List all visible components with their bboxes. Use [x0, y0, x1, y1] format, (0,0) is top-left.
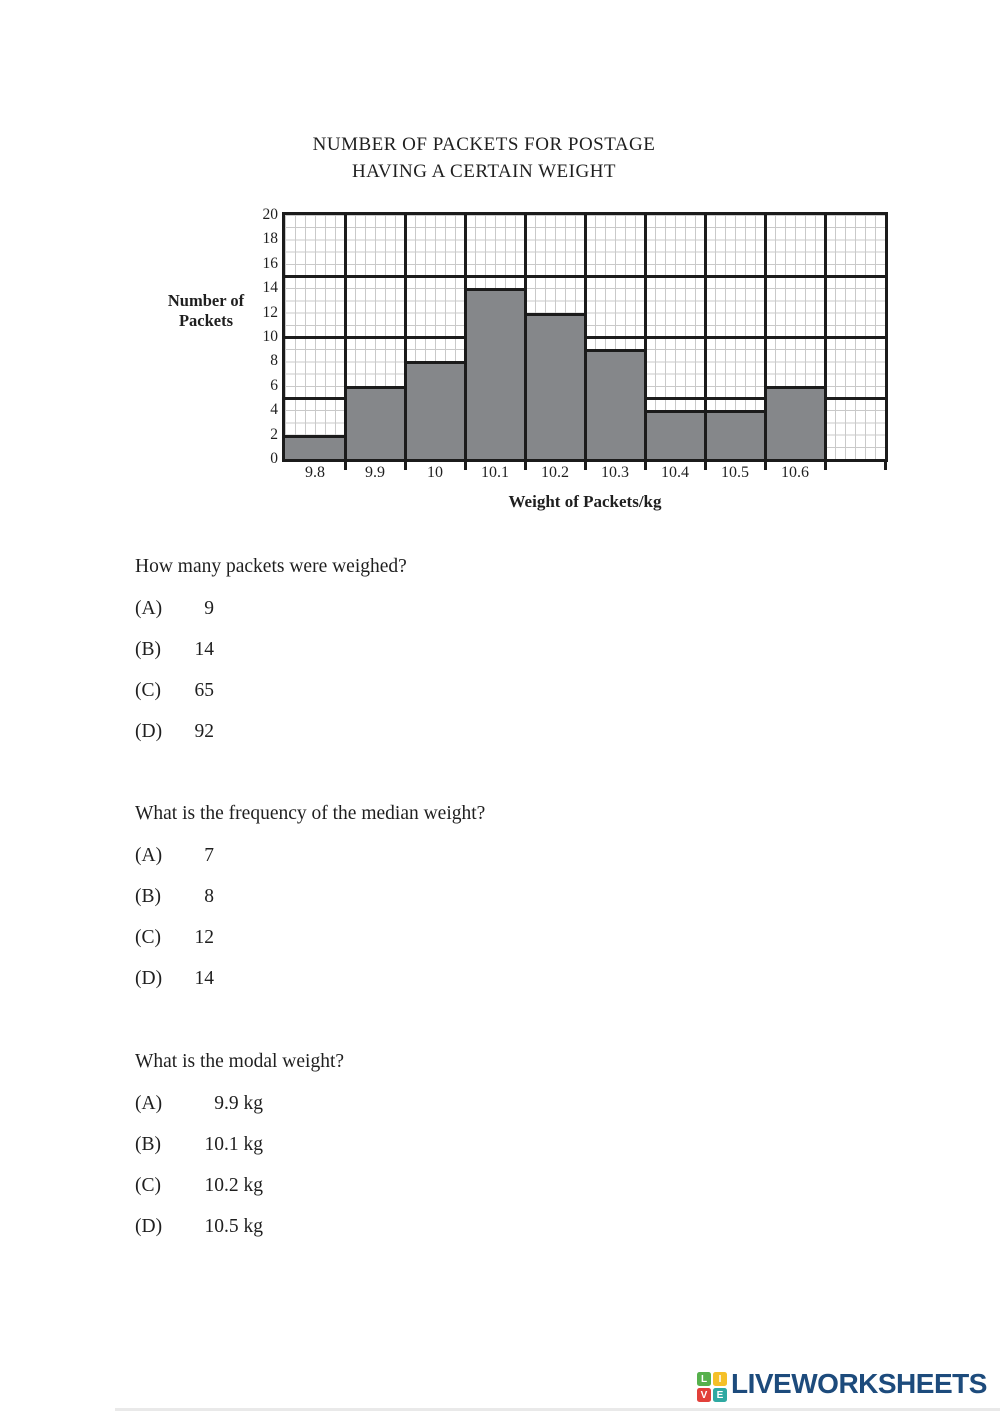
histogram-plot [282, 212, 888, 462]
option-letter: (D) [135, 721, 163, 742]
grid-major-vline [344, 215, 347, 459]
x-tick-label: 10.5 [721, 464, 749, 481]
option-letter: (C) [135, 1175, 161, 1196]
grid-major-vline [584, 215, 587, 459]
option-letter: (A) [135, 598, 163, 619]
option-value: 14 [194, 968, 214, 989]
logo-tile-e: E [713, 1388, 727, 1402]
bar-10.3 [585, 349, 645, 459]
logo-tile-i: I [713, 1372, 727, 1386]
question-1 [135, 556, 735, 756]
y-tick-label: 6 [270, 376, 278, 394]
option-letter: (A) [135, 1093, 163, 1114]
y-tick-label: 8 [270, 352, 278, 370]
y-tick-label: 20 [262, 206, 278, 223]
x-tick-mark [464, 462, 467, 470]
bar-10.2 [525, 313, 585, 459]
grid-major-vline [464, 215, 467, 459]
bar-10.4 [645, 410, 705, 459]
option-row-c[interactable] [135, 1175, 263, 1201]
liveworksheets-icon [697, 1372, 727, 1402]
option-row-b[interactable] [135, 639, 214, 665]
option-value: 10.5 kg [204, 1216, 263, 1237]
y-axis-title-line1: Number of [167, 291, 245, 310]
logo-tile-v: V [697, 1388, 711, 1402]
option-value: 8 [204, 886, 214, 907]
chart-title [234, 131, 734, 185]
option-letter: (C) [135, 927, 161, 948]
bar-10.6 [765, 386, 825, 459]
x-tick-label: 9.8 [305, 464, 325, 481]
option-value: 12 [194, 927, 214, 948]
question-3 [135, 1051, 735, 1251]
y-tick-label: 14 [262, 279, 278, 297]
x-tick-label: 10.6 [781, 464, 809, 481]
option-row-d[interactable] [135, 968, 214, 994]
x-tick-mark [404, 462, 407, 470]
question-text: How many packets were weighed? [135, 556, 407, 577]
chart-title-line1: NUMBER OF PACKETS FOR POSTAGE [312, 134, 656, 155]
option-value: 92 [194, 721, 214, 742]
page-bottom-divider [115, 1408, 1000, 1411]
bar-9.8 [285, 435, 345, 459]
option-letter: (B) [135, 886, 161, 907]
option-letter: (C) [135, 680, 161, 701]
grid-major-vline [524, 215, 527, 459]
y-tick-label: 12 [262, 303, 278, 321]
x-tick-label: 10.3 [601, 464, 629, 481]
x-tick-mark [524, 462, 527, 470]
grid-major-vline [704, 215, 707, 459]
option-row-a[interactable] [135, 1093, 263, 1119]
bar-9.9 [345, 386, 405, 459]
chart-title-line2: HAVING A CERTAIN WEIGHT [351, 161, 617, 182]
grid-major-vline [824, 215, 827, 459]
option-value: 9 [204, 598, 214, 619]
x-tick-label: 10.1 [481, 464, 509, 481]
option-row-d[interactable] [135, 1216, 263, 1242]
option-row-a[interactable] [135, 598, 214, 624]
option-value: 7 [204, 845, 214, 866]
y-axis-title-line2: Packets [178, 311, 234, 330]
bar-10.1 [465, 288, 525, 459]
grid-major-vline [764, 215, 767, 459]
question-2 [135, 803, 735, 1003]
x-tick-label: 9.9 [365, 464, 385, 481]
x-tick-mark [704, 462, 707, 470]
grid-major-vline [644, 215, 647, 459]
question-text: What is the modal weight? [135, 1051, 345, 1072]
option-letter: (B) [135, 639, 161, 660]
x-tick-mark [884, 462, 887, 470]
option-value: 65 [194, 680, 214, 701]
logo-tile-l: L [697, 1372, 711, 1386]
option-value: 10.1 kg [204, 1134, 263, 1155]
liveworksheets-wordmark: LIVEWORKSHEETS [731, 1368, 987, 1399]
x-tick-label: 10.4 [661, 464, 689, 481]
liveworksheets-logo[interactable] [697, 1369, 987, 1402]
option-letter: (D) [135, 968, 163, 989]
option-letter: (A) [135, 845, 163, 866]
x-tick-mark [824, 462, 827, 470]
option-value: 14 [194, 639, 214, 660]
x-tick-mark [644, 462, 647, 470]
x-axis-title: Weight of Packets/kg [508, 492, 662, 511]
option-row-a[interactable] [135, 845, 214, 871]
y-tick-label: 0 [270, 450, 278, 467]
x-tick-label: 10.2 [541, 464, 569, 481]
y-tick-label: 10 [262, 328, 278, 345]
option-row-c[interactable] [135, 927, 214, 953]
x-tick-mark [344, 462, 347, 470]
option-row-b[interactable] [135, 886, 214, 912]
option-value: 9.9 kg [214, 1093, 263, 1114]
y-tick-label: 16 [262, 254, 278, 272]
y-tick-label: 18 [262, 230, 278, 248]
option-value: 10.2 kg [204, 1175, 263, 1196]
x-tick-mark [584, 462, 587, 470]
bar-10 [405, 361, 465, 459]
question-text: What is the frequency of the median weight? [135, 803, 486, 824]
x-tick-label: 10 [427, 464, 443, 481]
bar-10.5 [705, 410, 765, 459]
y-tick-label: 2 [270, 425, 278, 443]
option-row-d[interactable] [135, 721, 214, 747]
grid-major-vline [404, 215, 407, 459]
y-tick-label: 4 [270, 401, 278, 419]
option-row-c[interactable] [135, 680, 214, 706]
option-letter: (B) [135, 1134, 161, 1155]
option-letter: (D) [135, 1216, 163, 1237]
x-tick-mark [764, 462, 767, 470]
option-row-b[interactable] [135, 1134, 263, 1160]
